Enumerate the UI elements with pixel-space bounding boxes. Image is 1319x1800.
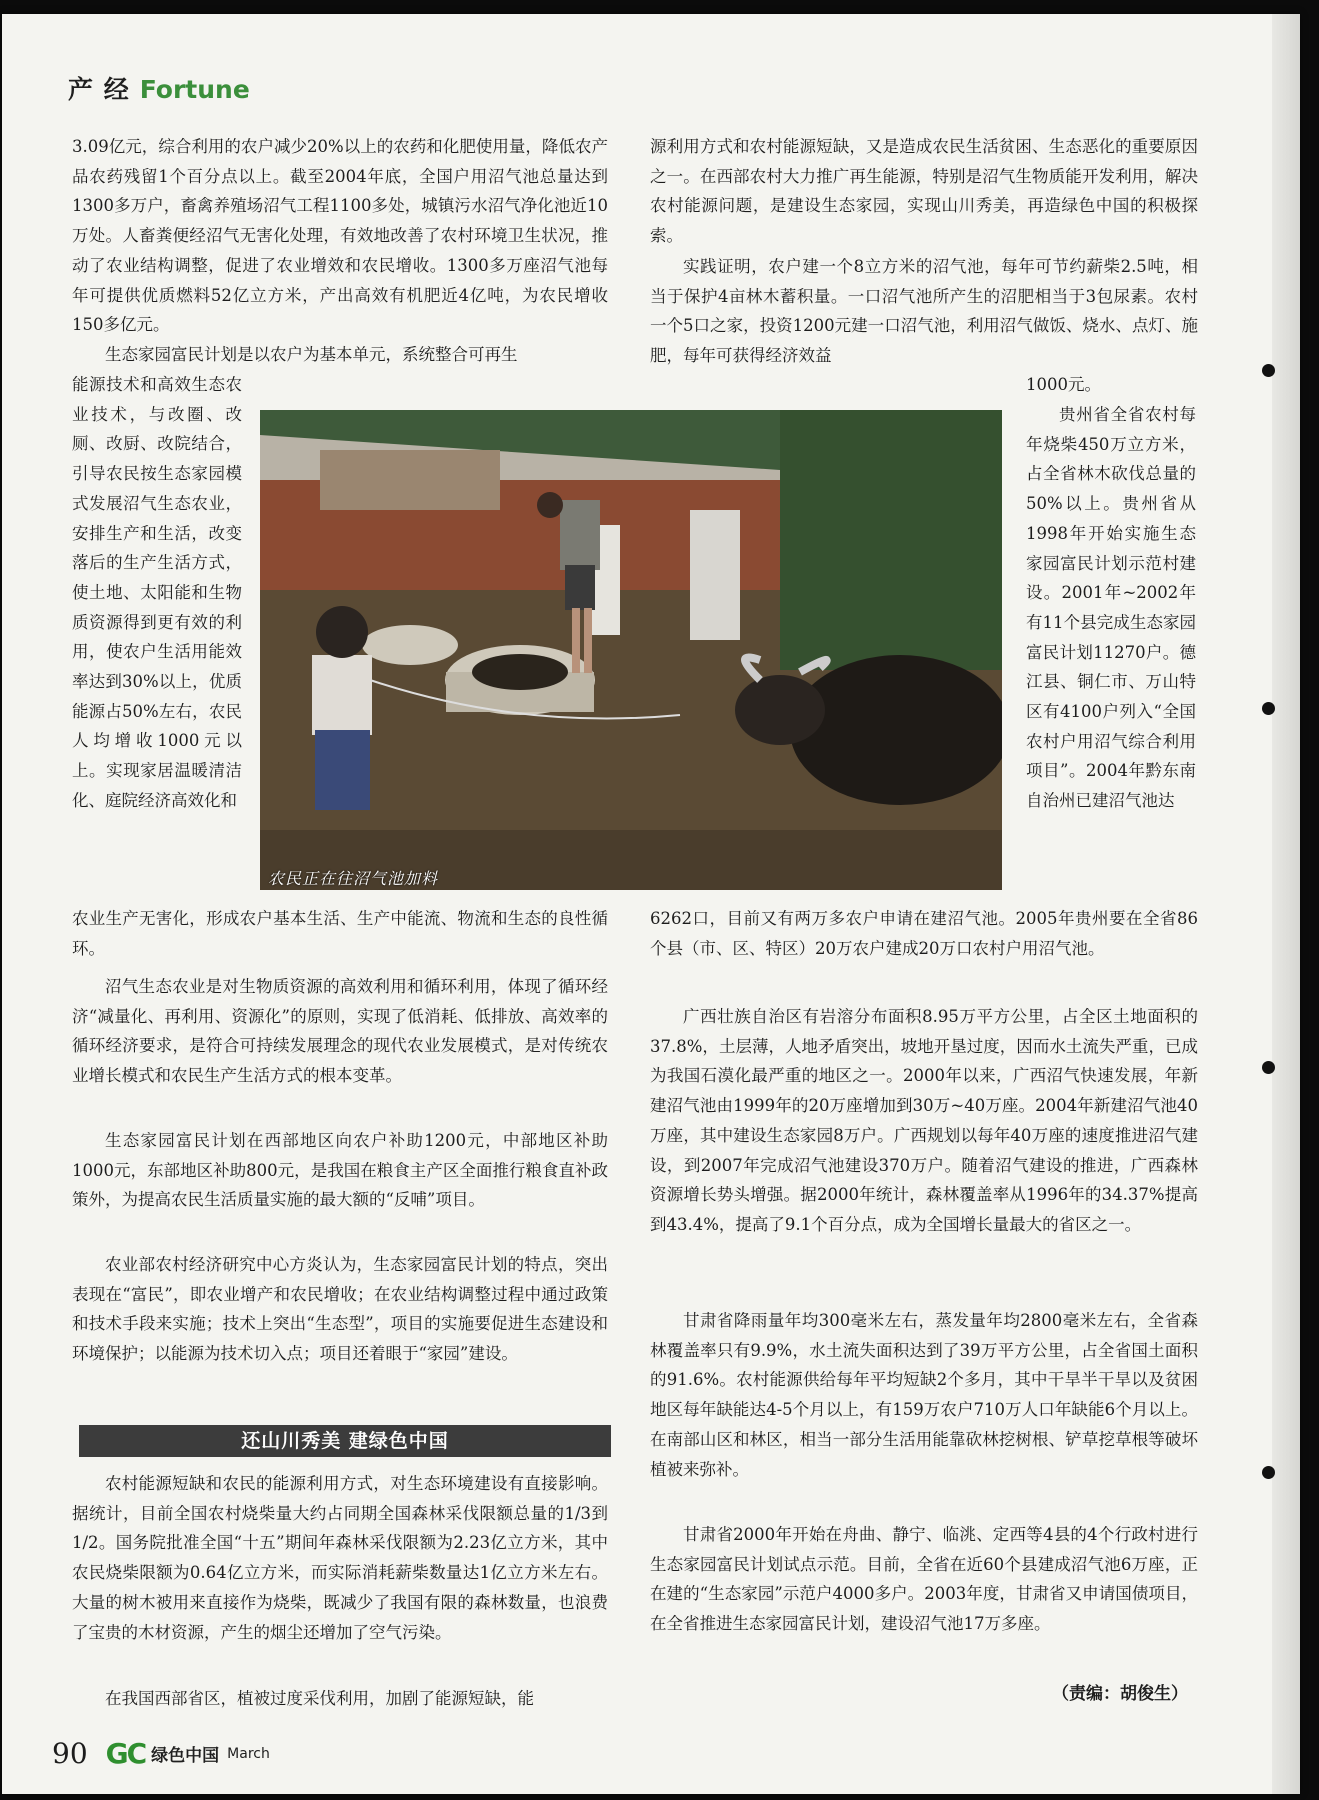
photo-caption: 农民正在往沼气池加料 xyxy=(268,869,439,888)
magazine-name: 绿色中国 xyxy=(151,1746,220,1766)
page-header xyxy=(68,70,250,106)
binder-hole xyxy=(1262,702,1275,715)
binder-hole xyxy=(1262,364,1275,377)
right-para-4: 贵州省全省农村每年烧柴450万立方米，占全省林木砍伐总量的50%以上。贵州省从1998年开始实施生态家园富民计划示范村建设。2001年~2002年有11个县完成生态家园富民计划11270户。德江县、铜仁市、万山特区有4100户列入“全国农村户用沼气综合利用项目”。2004年黔东南自治州已建沼气池达 xyxy=(1026,405,1196,811)
header-en: Fortune xyxy=(139,75,250,104)
binder-hole xyxy=(1262,1061,1275,1074)
page-number: 90 xyxy=(52,1737,88,1770)
left-para-5: 沼气生态农业是对生物质资源的高效利用和循环利用，体现了循环经济“减量化、再利用、资源化”的原则，实现了低消耗、低排放、高效率的循环经济要求，是符合可持续发展理念的现代农业发展模式，是对传统农业增长模式和农民生产生活方式的根本变革。 xyxy=(72,977,608,1086)
right-para-2: 实践证明，农户建一个8立方米的沼气池，每年可节约薪柴2.5吨，相当于保护4亩林木蓄积量。一口沼气池所产生的沼肥相当于3包尿素。农村一个5口之家，投资1200元建一口沼气池，利用沼气做饭、烧水、点灯、施肥，每年可获得经济效益 xyxy=(650,257,1198,366)
magazine-page xyxy=(2,14,1300,1794)
issue-month: March xyxy=(227,1745,270,1762)
left-para-3: 能源技术和高效生态农业技术，与改圈、改厕、改厨、改院结合，引导农民按生态家园模式发展沼气生态农业，安排生产和生活，改变落后的生产生活方式，使土地、太阳能和生物质资源得到更有效的利用，使农户生活用能效率达到30%以上，优质能源占50%左右，农民人均增收1000元以上。实现家居温暖清洁化、庭院经济高效化和 xyxy=(72,375,242,810)
right-para-7: 甘肃省降雨量年均300毫米左右，蒸发量年均2800毫米左右，全省森林覆盖率只有9.9%，水土流失面积达到了39万平方公里，占全省国土面积的91.6%。农村能源供给每年平均短缺2个多月，其中干旱半干旱以及贫困地区每年缺能达4-5个月以上，有159万农户710万人口年缺能6个月以上。在南部山区和林区，相当一部分生活用能靠砍林挖树根、铲草挖草根等破坏植被来弥补。 xyxy=(650,1311,1198,1479)
left-para-9: 在我国西部省区，植被过度采伐利用，加剧了能源短缺，能 xyxy=(105,1689,534,1708)
right-para-1: 源利用方式和农村能源短缺，又是造成农民生活贫困、生态恶化的重要原因之一。在西部农村大力推广再生能源，特别是沼气生物质能开发利用，解决农村能源问题，是建设生态家园，实现山川秀美，再造绿色中国的积极探索。 xyxy=(650,137,1198,246)
editor-credit: （责编：胡俊生） xyxy=(1052,1684,1188,1704)
left-para-1: 3.09亿元，综合利用的农户减少20%以上的农药和化肥使用量，降低农产品农药残留1个百分点以上。截至2004年底，全国户用沼气池总量达到1300多万户，畜禽养殖场沼气工程1100多处，城镇污水沼气净化池近10万处。人畜粪便经沼气无害化处理，有效地改善了农村环境卫生状况，推动了农业结构调整，促进了农业增效和农民增收。1300多万座沼气池每年可提供优质燃料52亿立方米，产出高效有机肥近4亿吨，为农民增收150多亿元。 xyxy=(72,137,608,335)
left-para-4: 农业生产无害化，形成农户基本生活、生产中能流、物流和生态的良性循环。 xyxy=(72,909,608,958)
binder-hole xyxy=(1262,1466,1275,1479)
left-para-6: 生态家园富民计划在西部地区向农户补助1200元，中部地区补助1000元，东部地区补助800元，是我国在粮食主产区全面推行粮食直补政策外，为提高农民生活质量实施的最大额的“反哺”项目。 xyxy=(72,1131,608,1210)
magazine-logo: GC xyxy=(105,1737,146,1770)
page-spine xyxy=(1272,14,1300,1794)
left-para-2: 生态家园富民计划是以农户为基本单元，系统整合可再生 xyxy=(105,345,518,364)
right-para-8: 甘肃省2000年开始在舟曲、静宁、临洮、定西等4县的4个行政村进行生态家园富民计划试点示范。目前，全省在近60个县建成沼气池6万座，正在建的“生态家园”示范户4000多户。2003年度，甘肃省又申请国债项目，在全省推进生态家园富民计划，建设沼气池17万多座。 xyxy=(650,1525,1198,1634)
page-footer xyxy=(52,1737,270,1770)
article-photo xyxy=(260,410,1002,890)
section-title-bar: 还山川秀美 建绿色中国 xyxy=(79,1425,611,1457)
right-para-6: 广西壮族自治区有岩溶分布面积8.95万平方公里，占全区土地面积的37.8%，土层薄，人地矛盾突出，坡地开垦过度，因而水土流失严重，已成为我国石漠化最严重的地区之一。2000年以来，广西沼气快速发展，年新建沼气池由1999年的20万座增加到30万~40万座。2004年新建沼气池40万座，其中建设生态家园8万户。广西规划以每年40万座的速度推进沼气建设，到2007年完成沼气池建设370万户。随着沼气建设的推进，广西森林资源增长势头增强。据2000年统计，森林覆盖率从1996年的34.37%提高到43.4%，提高了9.1个百分点，成为全国增长量最大的省区之一。 xyxy=(650,1007,1198,1234)
left-para-8: 农村能源短缺和农民的能源利用方式，对生态环境建设有直接影响。据统计，目前全国农村烧柴量大约占同期全国森林采伐限额总量的1/3到1/2。国务院批准全国“十五”期间年森林采伐限额为2.23亿立方米，其中农民烧柴限额为0.64亿立方米，而实际消耗薪柴数量达1亿立方米左右。大量的树木被用来直接作为烧柴，既减少了我国有限的森林数量，也浪费了宝贵的木材资源，产生的烟尘还增加了空气污染。 xyxy=(72,1474,608,1642)
photo-illustration xyxy=(260,410,1002,890)
right-para-3: 1000元。 xyxy=(1026,375,1101,394)
header-cn: 产 经 xyxy=(68,75,130,104)
right-para-5: 6262口，目前又有两万多农户申请在建沼气池。2005年贵州要在全省86个县（市、区、特区）20万农户建成20万口农村户用沼气池。 xyxy=(650,909,1198,958)
left-para-7: 农业部农村经济研究中心方炎认为，生态家园富民计划的特点，突出表现在“富民”，即农业增产和农民增收；在农业结构调整过程中通过政策和技术手段来实施；技术上突出“生态型”，项目的实施要促进生态建设和环境保护；以能源为技术切入点；项目还着眼于“家园”建设。 xyxy=(72,1255,608,1364)
